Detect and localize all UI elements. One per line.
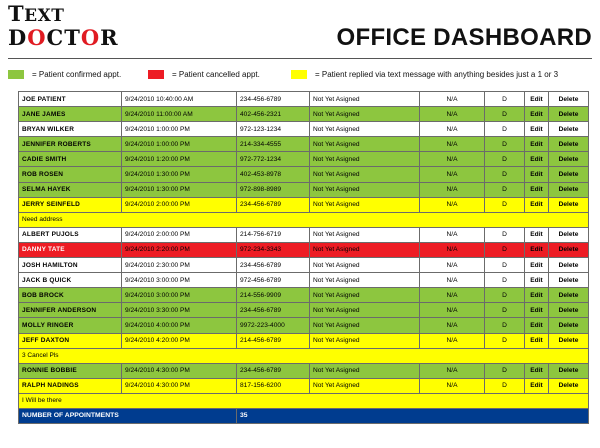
edit-button[interactable]: Edit [525,167,549,182]
appointment-row [19,258,589,273]
patient-name: ALBERT PUJOLS [19,227,122,242]
patient-name: MOLLY RINGER [19,318,122,333]
delete-button[interactable]: Delete [549,182,589,197]
appointments-table-wrap [18,91,588,424]
patient-phone: 234-456-6789 [237,197,310,212]
patient-name: RALPH NADINGS [19,378,122,393]
edit-button[interactable]: Edit [525,303,549,318]
code-value: D [485,197,525,212]
patient-phone: 214-556-9909 [237,288,310,303]
assignment-status: Not Yet Asigned [310,258,420,273]
delete-button[interactable]: Delete [549,152,589,167]
patient-phone: 234-456-6789 [237,92,310,107]
appointment-row [19,227,589,242]
legend-item-cancelled [148,67,260,81]
edit-button[interactable]: Edit [525,273,549,288]
code-value: D [485,318,525,333]
edit-button[interactable]: Edit [525,258,549,273]
appointment-row [19,137,589,152]
na-value: N/A [420,137,485,152]
appointment-datetime: 9/24/2010 1:30:00 PM [122,167,237,182]
code-value: D [485,167,525,182]
appointment-datetime: 9/24/2010 1:30:00 PM [122,182,237,197]
appointment-row [19,318,589,333]
edit-button[interactable]: Edit [525,152,549,167]
code-value: D [485,227,525,242]
assignment-status: Not Yet Asigned [310,122,420,137]
appointment-row [19,378,589,393]
assignment-status: Not Yet Asigned [310,227,420,242]
appointment-note-row [19,212,589,227]
logo-line-text: TEXT [8,1,65,26]
edit-button[interactable]: Edit [525,227,549,242]
patient-name: ROB ROSEN [19,167,122,182]
edit-button[interactable]: Edit [525,107,549,122]
appointment-datetime: 9/24/2010 4:00:00 PM [122,318,237,333]
appointment-note: 3 Cancel Pls [19,348,589,363]
code-value: D [485,92,525,107]
assignment-status: Not Yet Asigned [310,242,420,257]
na-value: N/A [420,288,485,303]
delete-button[interactable]: Delete [549,197,589,212]
patient-phone: 402-453-8978 [237,167,310,182]
appointment-row [19,122,589,137]
appointment-datetime: 9/24/2010 10:40:00 AM [122,92,237,107]
patient-phone: 9972-223-4000 [237,318,310,333]
assignment-status: Not Yet Asigned [310,288,420,303]
na-value: N/A [420,318,485,333]
patient-phone: 972-772-1234 [237,152,310,167]
na-value: N/A [420,92,485,107]
assignment-status: Not Yet Asigned [310,273,420,288]
na-value: N/A [420,333,485,348]
legend-label-cancelled: = Patient cancelled appt. [172,69,260,79]
patient-phone: 402-456-2321 [237,107,310,122]
code-value: D [485,242,525,257]
na-value: N/A [420,197,485,212]
appointment-row [19,167,589,182]
patient-phone: 817-156-6200 [237,378,310,393]
assignment-status: Not Yet Asigned [310,378,420,393]
na-value: N/A [420,242,485,257]
assignment-status: Not Yet Asigned [310,318,420,333]
appointment-datetime: 9/24/2010 4:30:00 PM [122,363,237,378]
assignment-status: Not Yet Asigned [310,333,420,348]
code-value: D [485,152,525,167]
patient-name: JOE PATIENT [19,92,122,107]
appointments-count-value: 35 [237,408,589,423]
appointment-row [19,197,589,212]
delete-button[interactable]: Delete [549,318,589,333]
na-value: N/A [420,182,485,197]
patient-name: JENNIFER ROBERTS [19,137,122,152]
delete-button[interactable]: Delete [549,333,589,348]
legend-swatch-text-reply [291,70,307,79]
appointment-row [19,152,589,167]
appointment-datetime: 9/24/2010 2:30:00 PM [122,258,237,273]
patient-name: RONNIE BOBBIE [19,363,122,378]
code-value: D [485,258,525,273]
patient-phone: 234-456-6789 [237,363,310,378]
patient-name: JENNIFER ANDERSON [19,303,122,318]
legend-label-text-reply: = Patient replied via text message with anything besides just a 1 or 3 [315,69,559,79]
page-title: OFFICE DASHBOARD [336,24,592,51]
patient-name: SELMA HAYEK [19,182,122,197]
na-value: N/A [420,167,485,182]
appointment-datetime: 9/24/2010 3:00:00 PM [122,288,237,303]
delete-button[interactable]: Delete [549,167,589,182]
code-value: D [485,107,525,122]
patient-phone: 972-898-8989 [237,182,310,197]
na-value: N/A [420,258,485,273]
edit-button[interactable]: Edit [525,122,549,137]
na-value: N/A [420,378,485,393]
edit-button[interactable]: Edit [525,182,549,197]
edit-button[interactable]: Edit [525,333,549,348]
appointment-note: Need address [19,212,589,227]
code-value: D [485,288,525,303]
appointment-note-row [19,393,589,408]
header-divider [8,58,592,59]
appointment-row [19,242,589,257]
patient-phone: 972-123-1234 [237,122,310,137]
na-value: N/A [420,273,485,288]
text-doctor-logo [8,1,119,50]
patient-phone: 972-456-6789 [237,273,310,288]
legend-item-text-reply [291,67,558,81]
patient-name: JANE JAMES [19,107,122,122]
edit-button[interactable]: Edit [525,288,549,303]
assignment-status: Not Yet Asigned [310,167,420,182]
appointment-note: I Will be there [19,393,589,408]
edit-button[interactable]: Edit [525,137,549,152]
na-value: N/A [420,363,485,378]
status-legend [8,67,592,81]
na-value: N/A [420,303,485,318]
delete-button[interactable]: Delete [549,137,589,152]
appointments-count-label: NUMBER OF APPOINTMENTS [19,408,237,423]
assignment-status: Not Yet Asigned [310,363,420,378]
delete-button[interactable]: Delete [549,273,589,288]
na-value: N/A [420,107,485,122]
na-value: N/A [420,152,485,167]
patient-name: JERRY SEINFELD [19,197,122,212]
code-value: D [485,182,525,197]
appointment-row [19,288,589,303]
legend-label-confirmed: = Patient confirmed appt. [32,69,122,79]
patient-name: BRYAN WILKER [19,122,122,137]
code-value: D [485,303,525,318]
logo-line-doctor: DOCTOR [8,25,119,50]
delete-button[interactable]: Delete [549,288,589,303]
appointment-datetime: 9/24/2010 4:20:00 PM [122,333,237,348]
patient-phone: 234-456-6789 [237,258,310,273]
appointment-datetime: 9/24/2010 11:00:00 AM [122,107,237,122]
patient-phone: 214-456-6789 [237,333,310,348]
edit-button[interactable]: Edit [525,242,549,257]
assignment-status: Not Yet Asigned [310,107,420,122]
appointment-datetime: 9/24/2010 1:20:00 PM [122,152,237,167]
code-value: D [485,273,525,288]
code-value: D [485,378,525,393]
edit-button[interactable]: Edit [525,92,549,107]
appointment-datetime: 9/24/2010 2:20:00 PM [122,242,237,257]
edit-button[interactable]: Edit [525,378,549,393]
delete-button[interactable]: Delete [549,227,589,242]
delete-button[interactable]: Delete [549,107,589,122]
edit-button[interactable]: Edit [525,318,549,333]
appointment-datetime: 9/24/2010 2:00:00 PM [122,197,237,212]
assignment-status: Not Yet Asigned [310,152,420,167]
appointment-row [19,333,589,348]
delete-button[interactable]: Delete [549,258,589,273]
appointments-table [18,91,589,424]
delete-button[interactable]: Delete [549,378,589,393]
delete-button[interactable]: Delete [549,303,589,318]
appointment-datetime: 9/24/2010 3:00:00 PM [122,273,237,288]
appointments-count-row [19,408,589,423]
assignment-status: Not Yet Asigned [310,92,420,107]
assignment-status: Not Yet Asigned [310,303,420,318]
edit-button[interactable]: Edit [525,363,549,378]
patient-phone: 234-456-6789 [237,303,310,318]
assignment-status: Not Yet Asigned [310,197,420,212]
edit-button[interactable]: Edit [525,197,549,212]
appointment-row [19,92,589,107]
patient-name: JACK B QUICK [19,273,122,288]
delete-button[interactable]: Delete [549,363,589,378]
legend-item-confirmed [8,67,121,81]
patient-name: BOB BROCK [19,288,122,303]
appointment-row [19,303,589,318]
delete-button[interactable]: Delete [549,92,589,107]
patient-name: JOSH HAMILTON [19,258,122,273]
appointment-datetime: 9/24/2010 1:00:00 PM [122,122,237,137]
code-value: D [485,137,525,152]
appointment-datetime: 9/24/2010 3:30:00 PM [122,303,237,318]
appointment-row [19,363,589,378]
patient-name: JEFF DAXTON [19,333,122,348]
delete-button[interactable]: Delete [549,242,589,257]
patient-name: CADIE SMITH [19,152,122,167]
patient-phone: 214-756-6719 [237,227,310,242]
patient-phone: 214-334-4555 [237,137,310,152]
assignment-status: Not Yet Asigned [310,137,420,152]
appointment-row [19,107,589,122]
patient-name: DANNY TATE [19,242,122,257]
code-value: D [485,363,525,378]
delete-button[interactable]: Delete [549,122,589,137]
code-value: D [485,333,525,348]
code-value: D [485,122,525,137]
appointment-datetime: 9/24/2010 4:30:00 PM [122,378,237,393]
appointment-row [19,273,589,288]
legend-swatch-cancelled [148,70,164,79]
legend-swatch-confirmed [8,70,24,79]
appointment-note-row [19,348,589,363]
na-value: N/A [420,122,485,137]
appointment-row [19,182,589,197]
assignment-status: Not Yet Asigned [310,182,420,197]
appointment-datetime: 9/24/2010 2:00:00 PM [122,227,237,242]
na-value: N/A [420,227,485,242]
patient-phone: 972-234-3343 [237,242,310,257]
appointment-datetime: 9/24/2010 1:00:00 PM [122,137,237,152]
